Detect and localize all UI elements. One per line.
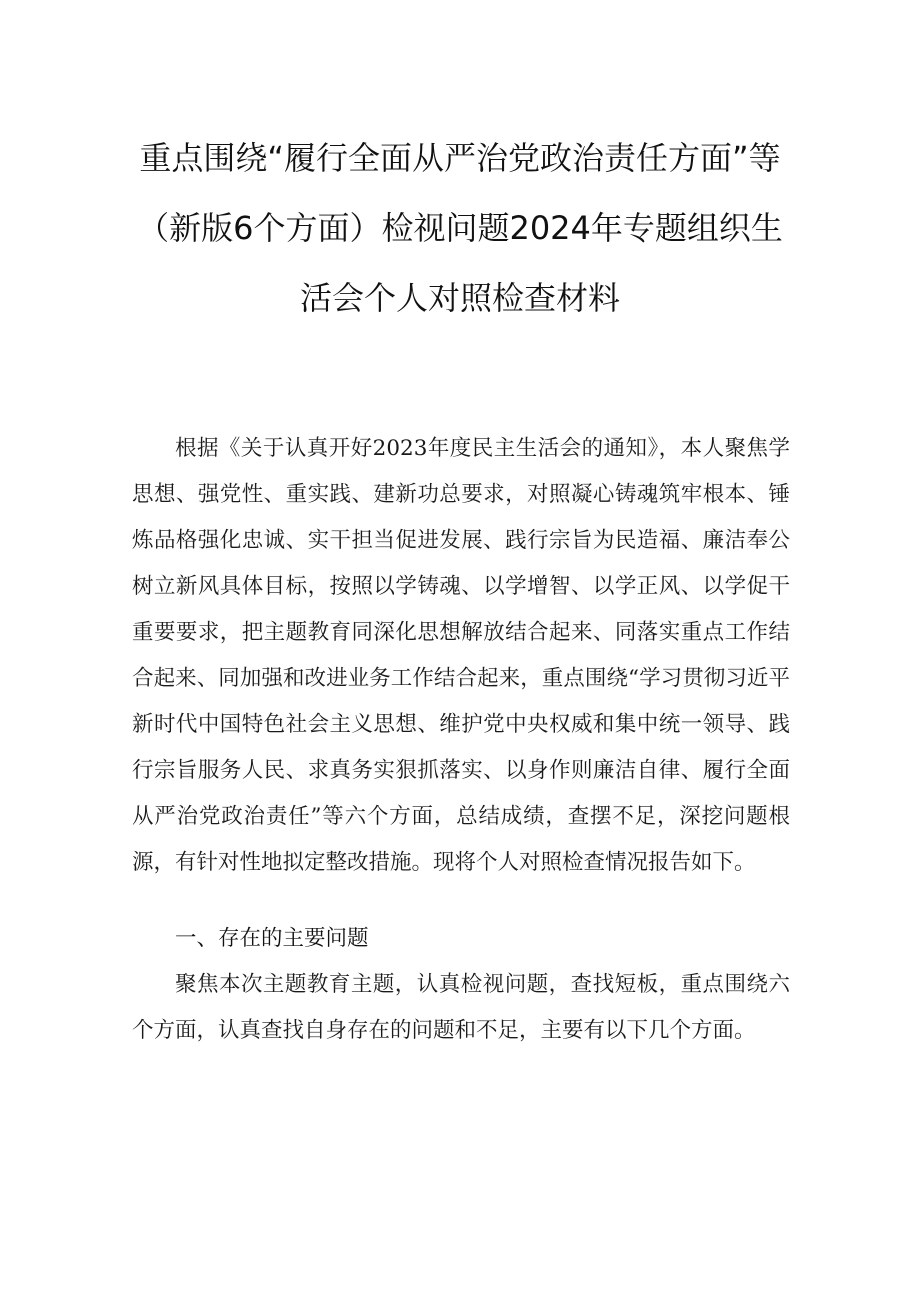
document-title-line-3: 活会个人对照检查材料 — [299, 279, 620, 317]
document-title-line-2: （新版6个方面）检视问题2024年专题组织生 — [137, 209, 783, 247]
intro-paragraph: 根据《关于认真开好2023年度民主生活会的通知》，本人聚焦学思想、强党性、重实践、建新功总要求，对照凝心铸魂筑牢根本、锤炼品格强化忠诚、实干担当促进发展、践行宗旨为民造福、廉洁奉公树立新风具体目标，按照以学铸魂、以学增智、以学正风、以学促干重要要求，把主题教育同深化思想解放结合起来、同落实重点工作结合起来、同加强和改进业务工作结合起来，重点围绕“学习贯彻习近平新时代中国特色社会主义思想、维护党中央权威和集中统一领导、践行宗旨服务人民、求真务实狠抓落实、以身作则廉洁自律、履行全面从严治党政治责任”等六个方面，总结成绩，查摆不足，深挖问题根源，有针对性地拟定整改措施。现将个人对照检查情况报告如下。 — [132, 436, 790, 875]
section-paragraph: 聚焦本次主题教育主题，认真检视问题，查找短板，重点围绕六个方面，认真查找自身存在的问题和不足，主要有以下几个方面。 — [132, 972, 790, 1043]
document-title-line-1: 重点围绕“履行全面从严治党政治责任方面”等 — [139, 139, 781, 177]
section-heading: 一、存在的主要问题 — [175, 926, 369, 951]
